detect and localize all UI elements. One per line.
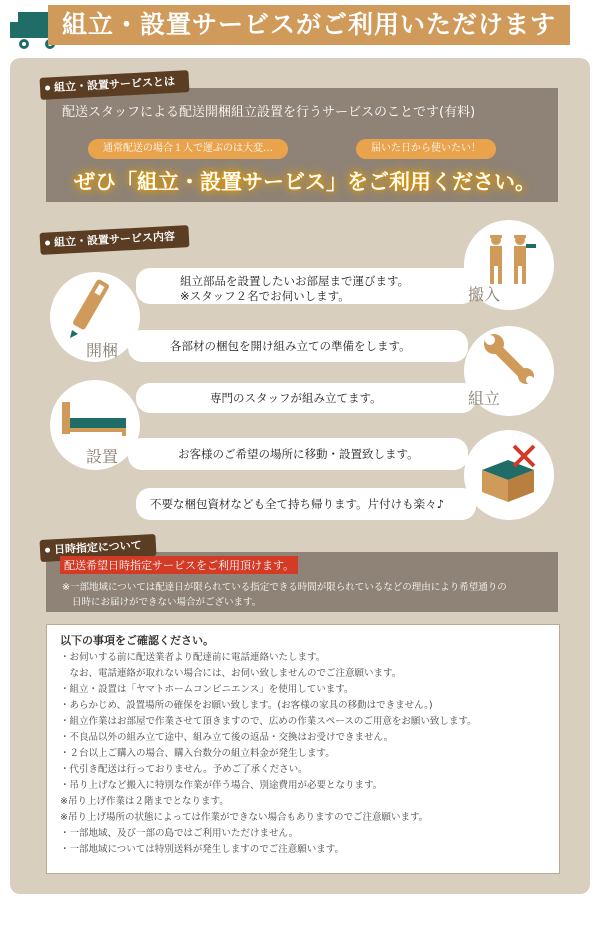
intro-description: 配送スタッフによる配送開梱組立設置を行うサービスのことです(有料) bbox=[62, 105, 476, 120]
list-item: ・組立・設置は「ヤマトホームコンビニエンス」を使用しています。 bbox=[60, 684, 354, 695]
confirmation-list bbox=[60, 650, 555, 858]
list-item: ・２台以上ご購入の場合、購入台数分の組立料金が発生します。 bbox=[60, 748, 335, 759]
step-label-install: 設置 bbox=[86, 447, 119, 466]
list-item: ※吊り上げ場所の状態によっては作業ができない場合もありますのでご注意願います。 bbox=[60, 812, 429, 823]
delivery-date-highlight: 配送希望日時指定サービスをご利用頂けます。 bbox=[60, 556, 298, 574]
pill-right: 届いた日から使いたい！ bbox=[356, 139, 496, 159]
service-tag: 組立・設置サービス内容 bbox=[40, 225, 190, 255]
pill-left: 通常配送の場合１人で運ぶのは大変… bbox=[88, 139, 288, 159]
step-unpack bbox=[128, 330, 468, 362]
step-text: 各部材の梱包を開け組み立ての準備をします。 bbox=[170, 339, 411, 353]
step-text: 専門のスタッフが組み立てます。 bbox=[210, 391, 382, 405]
step-text: 不要な梱包資材なども全て持ち帰ります。片付けも楽々♪ bbox=[150, 497, 444, 511]
unpack-circle bbox=[50, 272, 140, 362]
step-cleanup bbox=[136, 488, 476, 520]
page-title: 組立・設置サービスがご利用いただけます bbox=[48, 5, 570, 45]
list-item: ・あらかじめ、設置場所の確保をお願い致します。(お客様の家具の移動はできません。) bbox=[60, 700, 433, 711]
step-carry-in bbox=[136, 268, 476, 304]
list-item: ・お伺いする前に配送業者より配達前に電話連絡いたします。 bbox=[60, 652, 326, 663]
intro-tag: 組立・設置サービスとは bbox=[40, 70, 190, 100]
step-assemble bbox=[136, 383, 476, 413]
note-line: 日時にお届けができない場合がございます。 bbox=[72, 597, 262, 608]
step-text: お客様のご希望の場所に移動・設置致します。 bbox=[178, 447, 419, 461]
call-to-action: ぜひ「組立・設置サービス」をご利用ください。 bbox=[74, 170, 536, 194]
step-label-carry-in: 搬入 bbox=[468, 285, 501, 304]
list-item: ・吊り上げなど搬入に特別な作業が伴う場合、別途費用が必要となります。 bbox=[60, 780, 383, 791]
cardboard-box-icon bbox=[474, 444, 544, 504]
step-label-assemble: 組立 bbox=[468, 389, 501, 408]
delivery-date-tag: 日時指定について bbox=[40, 534, 157, 562]
sofa-icon bbox=[62, 402, 128, 436]
delivery-date-note bbox=[62, 580, 552, 610]
staff-icon bbox=[482, 232, 538, 286]
list-item: ・一部地域については特別送料が発生しますのでご注意願います。 bbox=[60, 844, 345, 855]
step-subtext: ※スタッフ２名でお伺いします。 bbox=[180, 289, 350, 303]
list-item: ・組立作業はお部屋で作業させて頂きますので、広めの作業スペースのご用意をお願い致します。 bbox=[60, 716, 477, 727]
list-item: なお、電話連絡が取れない場合には、お伺い致しませんのでご注意願います。 bbox=[60, 668, 402, 679]
wrench-icon bbox=[482, 332, 538, 388]
carry-in-circle bbox=[464, 220, 554, 310]
confirmation-title: 以下の事項をご確認ください。 bbox=[60, 634, 214, 647]
assemble-circle bbox=[464, 326, 554, 416]
list-item: ・不良品以外の組み立て途中、組み立て後の返品・交換はお受けできません。 bbox=[60, 732, 394, 743]
step-text: 組立部品を設置したいお部屋まで運びます。 bbox=[180, 274, 410, 288]
step-label-unpack: 開梱 bbox=[86, 341, 119, 360]
note-line: ※一部地域については配達日が限られている指定できる時間が限られているなどの理由により希望通りの bbox=[62, 582, 507, 593]
install-circle bbox=[50, 380, 140, 470]
list-item: ※吊り上げ作業は２階までとなります。 bbox=[60, 796, 229, 807]
list-item: ・一部地域、及び一部の島ではご利用いただけません。 bbox=[60, 828, 299, 839]
box-cutter-icon bbox=[64, 278, 114, 338]
cleanup-circle bbox=[464, 430, 554, 520]
list-item: ・代引き配送は行っておりません。予めご了承ください。 bbox=[60, 764, 308, 775]
step-install bbox=[128, 438, 468, 470]
